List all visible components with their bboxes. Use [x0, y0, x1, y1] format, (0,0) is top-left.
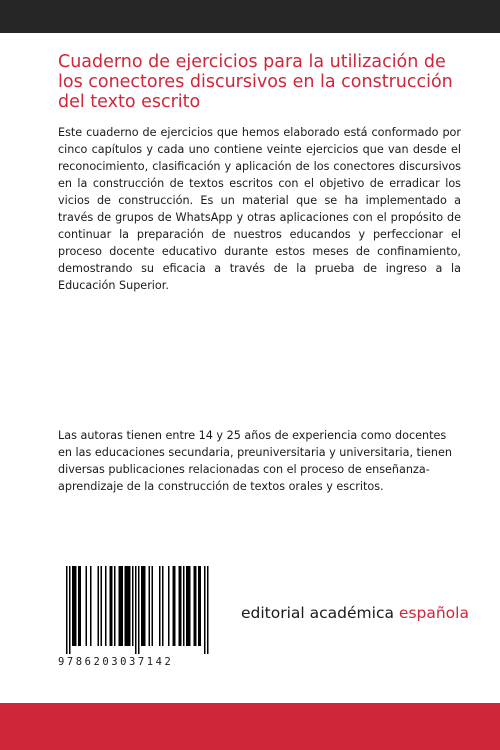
barcode-bar	[144, 566, 146, 646]
barcode-bar	[149, 566, 151, 646]
barcode-bar	[168, 566, 170, 646]
barcode-bar	[111, 566, 113, 646]
isbn-barcode	[58, 566, 218, 670]
barcode-bar	[143, 566, 145, 646]
barcode-bars	[58, 566, 218, 654]
barcode-bar	[188, 566, 190, 646]
barcode-bar	[66, 566, 68, 654]
publisher-logo	[241, 603, 469, 623]
barcode-bar	[173, 566, 175, 646]
bottom-bar	[0, 703, 500, 750]
barcode-bar	[98, 566, 100, 646]
authors-note: Las autoras tienen entre 14 y 25 años de experiencia como docentes en las educaciones secundaria, preuniversitaria y universitaria, tienen diversas publicaciones relacionadas con el proceso de enseñanza-aprendizaje de la construcción de textos orales y escritos.	[58, 429, 452, 493]
isbn-digits: 9786203037142	[58, 656, 174, 668]
barcode-bar	[110, 566, 112, 646]
barcode-bar	[128, 566, 130, 646]
barcode-bar	[194, 566, 196, 646]
barcode-bar	[125, 566, 127, 646]
barcode-bar	[162, 566, 164, 646]
barcode-bar	[69, 566, 71, 654]
barcode-bar	[135, 566, 137, 654]
barcode-bar	[198, 566, 200, 646]
barcode-bar	[129, 566, 131, 646]
barcode-bar	[80, 566, 82, 646]
top-bar	[0, 0, 500, 33]
barcode-bar	[179, 566, 181, 646]
publisher-name-accent: española	[398, 604, 469, 622]
barcode-bar	[200, 566, 202, 646]
barcode-bar	[204, 566, 206, 654]
barcode-bar	[72, 566, 74, 646]
barcode-bar	[78, 566, 80, 646]
barcode-bar	[126, 566, 128, 646]
barcode-bar	[207, 566, 209, 654]
barcode-bar	[180, 566, 182, 646]
book-description: Este cuaderno de ejercicios que hemos elaborado está conformado por cinco capítulos y cada uno contiene veinte ejercicios que van desde el reconocimiento, clasificación y aplicación de los conectores discursivos en la construcción de textos escritos con el objetivo de erradicar los vicios de construcción. Es un material que se ha implementado a través de grupos de WhatsApp y otras aplicaciones con el propósito de continuar la preparación de nuestros educandos y perfeccionar el proceso docente educativo durante estos meses de confinamiento, demostrando su eficacia a través de la prueba de ingreso a la Educación Superior.	[58, 126, 461, 292]
barcode-bar	[120, 566, 122, 646]
barcode-bar	[174, 566, 176, 646]
barcode-bar	[152, 566, 154, 646]
book-title: Cuaderno de ejercicios para la utilización de los conectores discursivos en la construcción del texto escrito	[58, 52, 453, 112]
publisher-name: editorial académica	[241, 604, 399, 622]
barcode-bar	[105, 566, 107, 646]
barcode-bar	[119, 566, 121, 646]
barcode-bar	[75, 566, 77, 646]
barcode-bar	[195, 566, 197, 646]
barcode-bar	[90, 566, 92, 646]
barcode-bar	[101, 566, 103, 646]
barcode-bar	[138, 566, 140, 654]
barcode-bar	[86, 566, 88, 646]
barcode-bar	[122, 566, 124, 646]
barcode-bar	[189, 566, 191, 646]
barcode-bar	[186, 566, 188, 646]
barcode-bar	[74, 566, 76, 646]
barcode-bar	[183, 566, 185, 646]
barcode-bar	[141, 566, 143, 646]
barcode-bar	[114, 566, 116, 646]
barcode-bar	[132, 566, 134, 646]
barcode-bar	[159, 566, 161, 646]
